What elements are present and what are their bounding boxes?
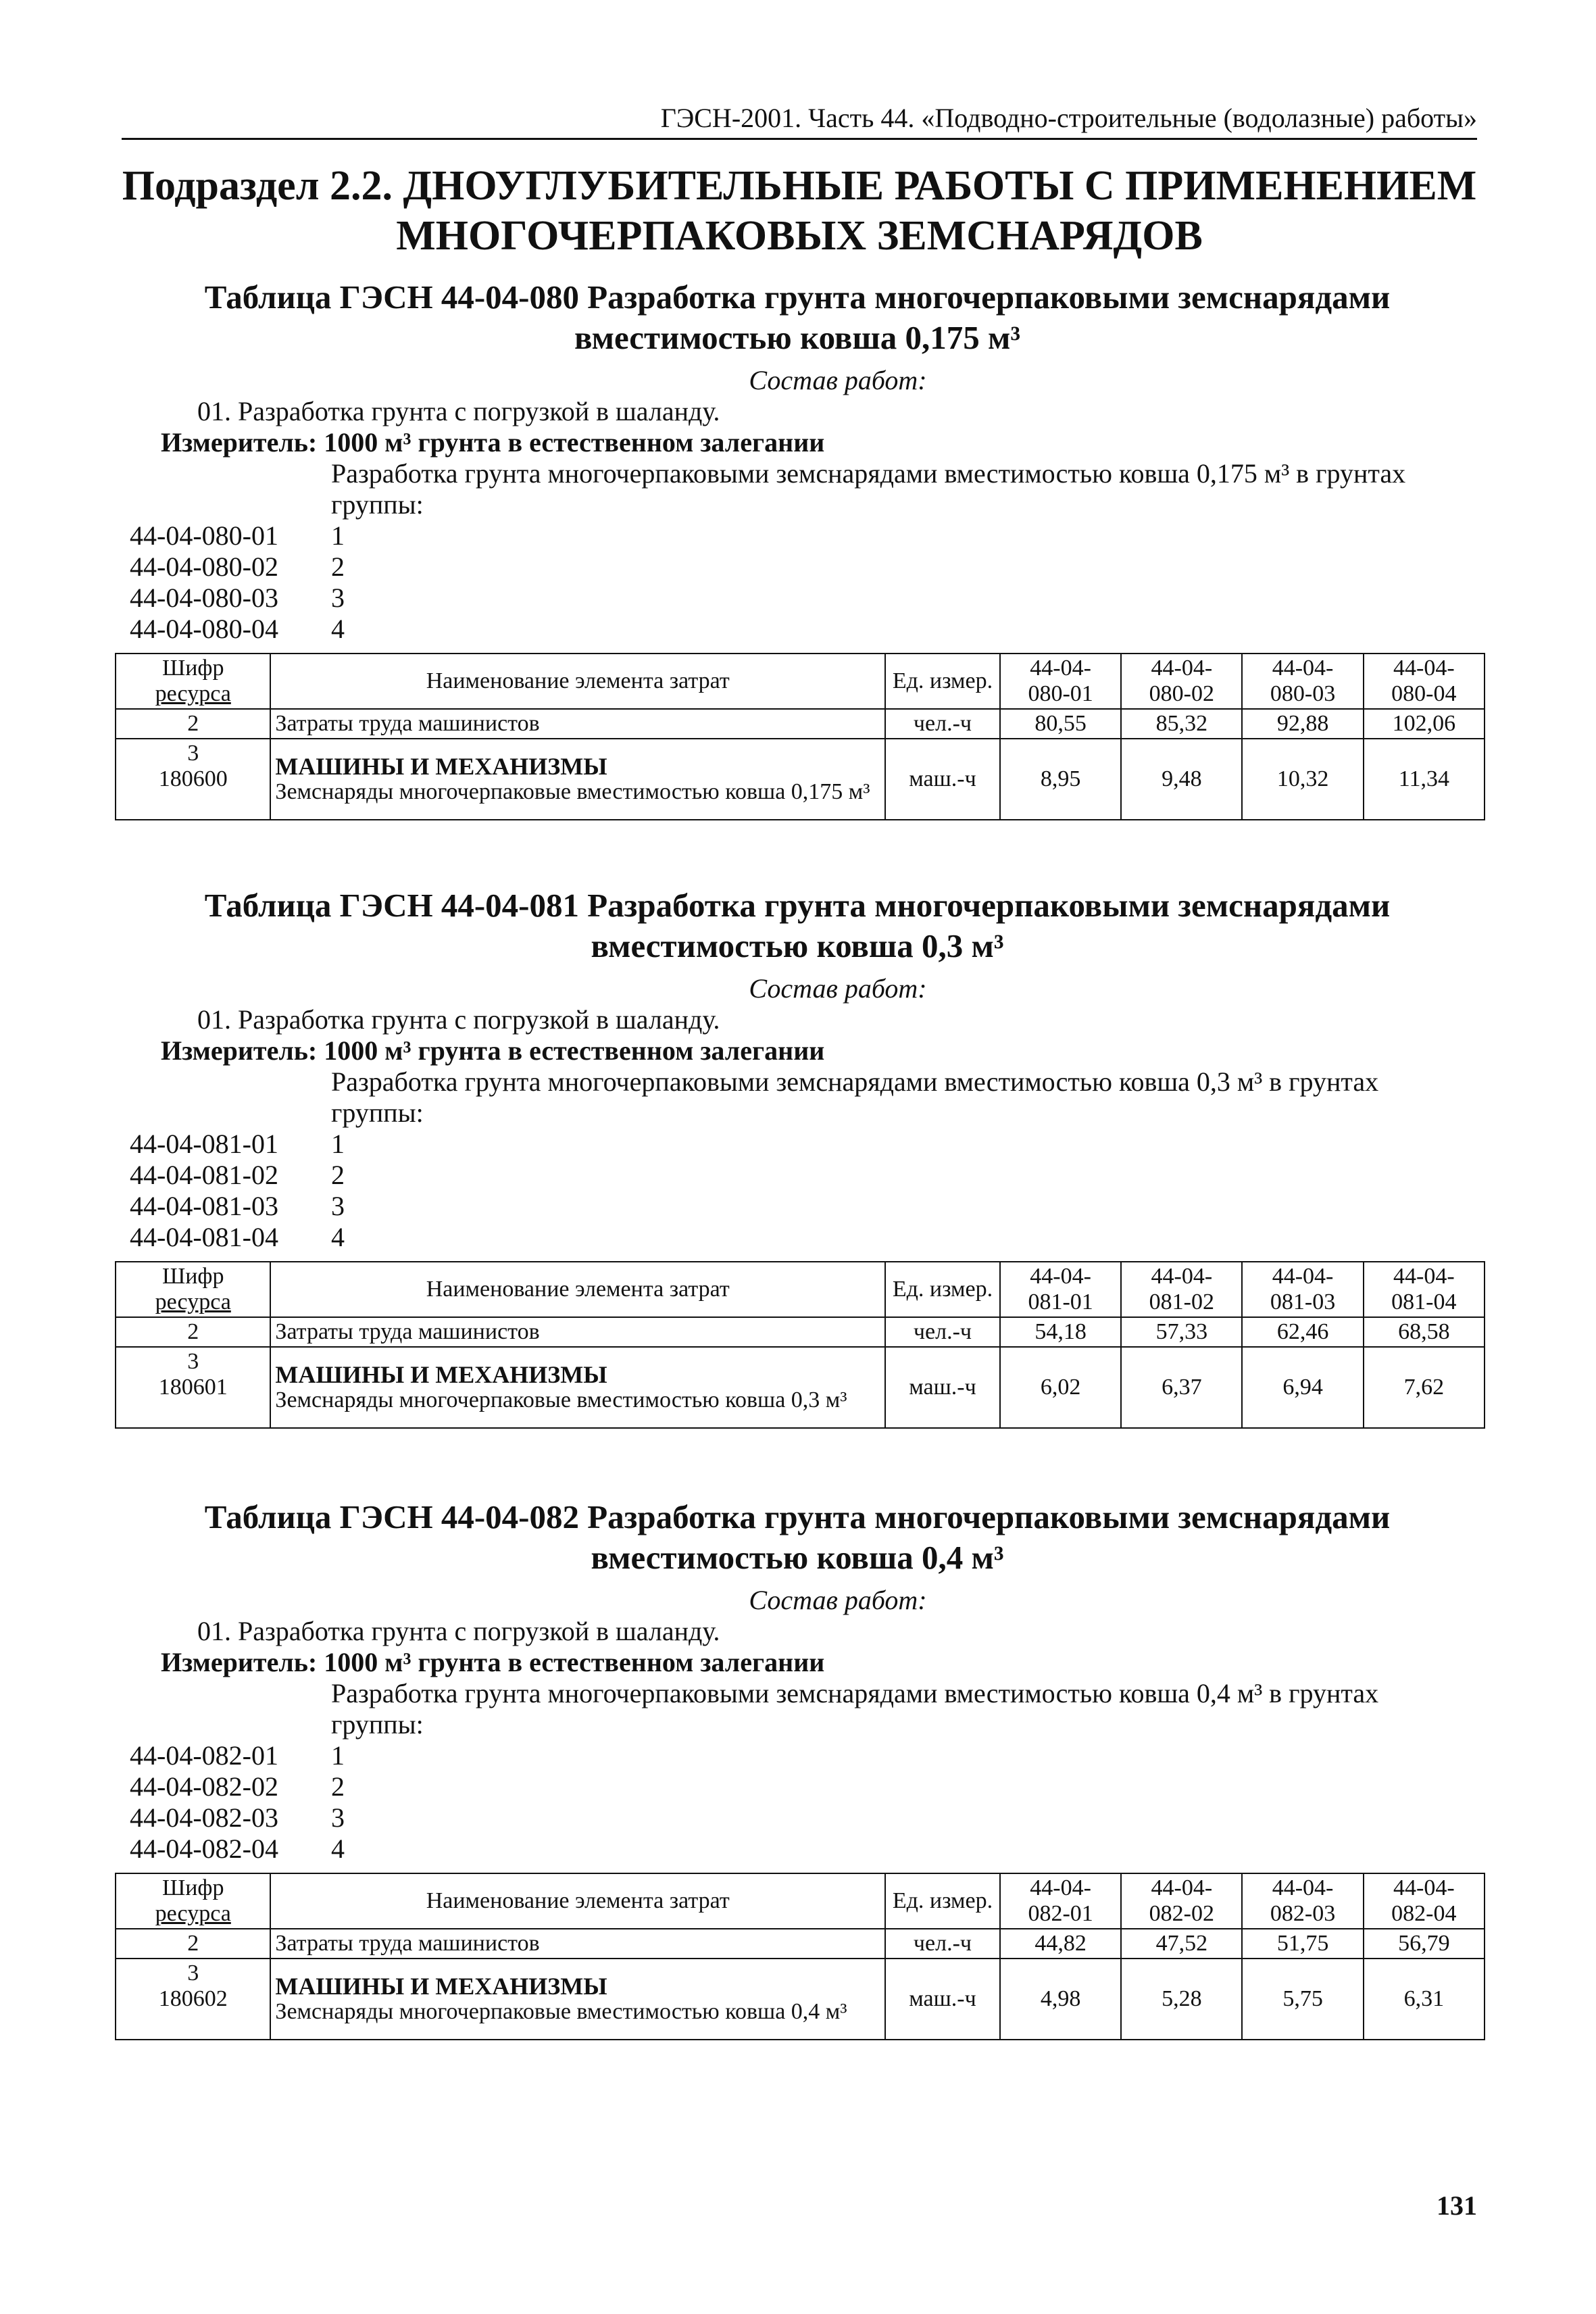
soil-group: 2 bbox=[331, 1160, 345, 1190]
soil-group: 4 bbox=[331, 1222, 345, 1252]
machines-value: 6,31 bbox=[1364, 1959, 1485, 2040]
work-item: 01. Разработка грунта с погрузкой в шаланду. bbox=[197, 396, 720, 426]
soil-group: 2 bbox=[331, 551, 345, 582]
machines-value: 6,02 bbox=[1000, 1347, 1121, 1428]
header-value bbox=[1000, 654, 1121, 709]
labor-value: 92,88 bbox=[1242, 709, 1363, 739]
header-value-line2: 080-01 bbox=[1028, 681, 1093, 706]
header-code-line1: Шифр bbox=[161, 1875, 224, 1900]
header-value-line2: 081-04 bbox=[1391, 1289, 1457, 1314]
machines-resource-code: 180600 bbox=[158, 766, 228, 791]
machines-value: 11,34 bbox=[1364, 739, 1485, 820]
subsection-title-line2: МНОГОЧЕРПАКОВЫХ ЗЕМСНАРЯДОВ bbox=[396, 213, 1203, 259]
table-title-line1: Таблица ГЭСН 44-04-082 Разработка грунта многочерпаковыми земснарядами bbox=[204, 1498, 1391, 1535]
norm-table bbox=[115, 653, 1485, 820]
code-row bbox=[108, 1740, 1487, 1771]
machines-value: 8,95 bbox=[1000, 739, 1121, 820]
norm-code: 44-04-082-02 bbox=[130, 1771, 278, 1802]
machines-section-code: 3 bbox=[187, 741, 199, 766]
code-list bbox=[108, 1129, 1487, 1253]
norm-code: 44-04-081-04 bbox=[130, 1222, 278, 1252]
norm-code: 44-04-080-03 bbox=[130, 583, 278, 613]
labor-row bbox=[116, 709, 1485, 739]
header-value-line1: 44-04- bbox=[1393, 1264, 1455, 1289]
code-row bbox=[108, 1833, 1487, 1865]
machines-value: 5,75 bbox=[1242, 1959, 1363, 2040]
machines-name-cell bbox=[270, 1959, 885, 2040]
meter-line: Измеритель: 1000 м³ грунта в естественном залегании bbox=[161, 1647, 825, 1677]
header-unit: Ед. измер. bbox=[885, 1873, 1000, 1929]
machines-value: 7,62 bbox=[1364, 1347, 1485, 1428]
table-title-line2: вместимостью ковша 0,175 м³ bbox=[574, 319, 1021, 356]
machines-value: 5,28 bbox=[1121, 1959, 1242, 2040]
header-value-line2: 081-01 bbox=[1028, 1289, 1093, 1314]
labor-value: 102,06 bbox=[1364, 709, 1485, 739]
labor-unit: чел.-ч bbox=[885, 1929, 1000, 1959]
machines-unit: маш.-ч bbox=[885, 739, 1000, 820]
labor-code: 2 bbox=[116, 1929, 270, 1959]
table-title-line2: вместимостью ковша 0,4 м³ bbox=[591, 1539, 1004, 1576]
composition-label: Состав работ: bbox=[749, 1585, 927, 1615]
soil-group: 3 bbox=[331, 583, 345, 613]
header-value-line2: 082-01 bbox=[1028, 1901, 1093, 1926]
labor-name: Затраты труда машинистов bbox=[270, 1317, 885, 1347]
labor-value: 85,32 bbox=[1121, 709, 1242, 739]
soil-group: 4 bbox=[331, 1833, 345, 1864]
page-header: ГЭСН-2001. Часть 44. «Подводно-строительные (водолазные) работы» bbox=[122, 101, 1477, 140]
table-header-row bbox=[116, 1873, 1485, 1929]
header-value-line1: 44-04- bbox=[1030, 1875, 1091, 1900]
table-header-row bbox=[116, 1262, 1485, 1317]
norm-code: 44-04-081-02 bbox=[130, 1160, 278, 1190]
header-code-line1: Шифр bbox=[161, 656, 224, 681]
description-line1: Разработка грунта многочерпаковыми земснарядами вместимостью ковша 0,175 м³ в грунтах bbox=[331, 458, 1406, 489]
norm-table bbox=[115, 1261, 1485, 1429]
code-row bbox=[108, 1802, 1487, 1833]
machines-name: Земснаряды многочерпаковые вместимостью ковша 0,4 м³ bbox=[275, 1999, 847, 2024]
soil-group: 2 bbox=[331, 1771, 345, 1802]
labor-value: 57,33 bbox=[1121, 1317, 1242, 1347]
header-value-line1: 44-04- bbox=[1151, 1875, 1213, 1900]
table-title-line1: Таблица ГЭСН 44-04-081 Разработка грунта многочерпаковыми земснарядами bbox=[204, 887, 1391, 924]
soil-group: 3 bbox=[331, 1191, 345, 1221]
soil-group: 1 bbox=[331, 1740, 345, 1771]
labor-value: 51,75 bbox=[1242, 1929, 1363, 1959]
labor-row bbox=[116, 1317, 1485, 1347]
norm-block-2 bbox=[108, 885, 1487, 1429]
labor-value: 80,55 bbox=[1000, 709, 1121, 739]
soil-group: 1 bbox=[331, 520, 345, 551]
header-value bbox=[1121, 1873, 1242, 1929]
machines-resource-code: 180602 bbox=[158, 1986, 228, 2011]
code-row bbox=[108, 1222, 1487, 1253]
header-value-line2: 082-03 bbox=[1270, 1901, 1336, 1926]
header-unit: Ед. измер. bbox=[885, 654, 1000, 709]
header-code-line2: ресурса bbox=[155, 681, 231, 706]
soil-group: 1 bbox=[331, 1129, 345, 1159]
machines-section-title: МАШИНЫ И МЕХАНИЗМЫ bbox=[275, 753, 607, 780]
header-code bbox=[116, 654, 270, 709]
norm-code: 44-04-080-02 bbox=[130, 551, 278, 582]
page-number: 131 bbox=[1437, 2190, 1477, 2221]
machines-row bbox=[116, 1347, 1485, 1428]
description-line1: Разработка грунта многочерпаковыми земснарядами вместимостью ковша 0,4 м³ в грунтах bbox=[331, 1678, 1379, 1708]
header-value bbox=[1242, 1262, 1363, 1317]
table-title bbox=[108, 885, 1487, 966]
header-code bbox=[116, 1262, 270, 1317]
header-value-line1: 44-04- bbox=[1393, 656, 1455, 681]
labor-value: 68,58 bbox=[1364, 1317, 1485, 1347]
description-line2: группы: bbox=[331, 1098, 424, 1128]
header-value bbox=[1364, 654, 1485, 709]
header-value-line1: 44-04- bbox=[1272, 1264, 1334, 1289]
machines-value: 6,94 bbox=[1242, 1347, 1363, 1428]
machines-value: 4,98 bbox=[1000, 1959, 1121, 2040]
machines-name-cell bbox=[270, 1347, 885, 1428]
header-value-line1: 44-04- bbox=[1272, 656, 1334, 681]
subsection-title-line1: Подраздел 2.2. ДНОУГЛУБИТЕЛЬНЫЕ РАБОТЫ С ПРИМЕНЕНИЕМ bbox=[122, 163, 1477, 209]
subsection-title bbox=[122, 161, 1477, 261]
description-line2: группы: bbox=[331, 489, 424, 520]
machines-name: Земснаряды многочерпаковые вместимостью ковша 0,175 м³ bbox=[275, 779, 870, 804]
header-code-line2: ресурса bbox=[155, 1901, 231, 1926]
code-list bbox=[108, 520, 1487, 645]
table-title-line1: Таблица ГЭСН 44-04-080 Разработка грунта многочерпаковыми земснарядами bbox=[204, 278, 1391, 316]
header-value bbox=[1121, 1262, 1242, 1317]
description bbox=[108, 458, 1487, 520]
code-row bbox=[108, 583, 1487, 614]
header-value-line2: 080-03 bbox=[1270, 681, 1336, 706]
machines-value: 10,32 bbox=[1242, 739, 1363, 820]
machines-section-code: 3 bbox=[187, 1961, 199, 1986]
header-value bbox=[1364, 1262, 1485, 1317]
header-value bbox=[1242, 1873, 1363, 1929]
header-unit: Ед. измер. bbox=[885, 1262, 1000, 1317]
meter-line: Измеритель: 1000 м³ грунта в естественном залегании bbox=[161, 1035, 825, 1066]
labor-value: 56,79 bbox=[1364, 1929, 1485, 1959]
code-row bbox=[108, 1129, 1487, 1160]
norm-code: 44-04-080-01 bbox=[130, 520, 278, 551]
labor-code: 2 bbox=[116, 1317, 270, 1347]
machines-code-cell bbox=[116, 739, 270, 820]
description bbox=[108, 1066, 1487, 1129]
norm-block-1 bbox=[108, 277, 1487, 820]
norm-code: 44-04-082-04 bbox=[130, 1833, 278, 1864]
header-code-line1: Шифр bbox=[161, 1264, 224, 1289]
header-value-line1: 44-04- bbox=[1151, 656, 1213, 681]
header-value bbox=[1121, 654, 1242, 709]
labor-name: Затраты труда машинистов bbox=[270, 709, 885, 739]
header-name: Наименование элемента затрат bbox=[270, 1873, 885, 1929]
composition-label: Состав работ: bbox=[749, 365, 927, 395]
machines-unit: маш.-ч bbox=[885, 1959, 1000, 2040]
machines-name-cell bbox=[270, 739, 885, 820]
machines-resource-code: 180601 bbox=[158, 1375, 228, 1400]
machines-code-cell bbox=[116, 1959, 270, 2040]
table-title bbox=[108, 1497, 1487, 1578]
machines-section-title: МАШИНЫ И МЕХАНИЗМЫ bbox=[275, 1973, 607, 2000]
work-item: 01. Разработка грунта с погрузкой в шаланду. bbox=[197, 1616, 720, 1646]
labor-row bbox=[116, 1929, 1485, 1959]
header-name: Наименование элемента затрат bbox=[270, 1262, 885, 1317]
header-name: Наименование элемента затрат bbox=[270, 654, 885, 709]
description-line2: группы: bbox=[331, 1709, 424, 1740]
norm-block-3 bbox=[108, 1497, 1487, 2040]
norm-table bbox=[115, 1873, 1485, 2040]
norm-code: 44-04-081-01 bbox=[130, 1129, 278, 1159]
header-value-line1: 44-04- bbox=[1030, 656, 1091, 681]
norm-code: 44-04-082-03 bbox=[130, 1802, 278, 1833]
labor-unit: чел.-ч bbox=[885, 709, 1000, 739]
header-value bbox=[1242, 654, 1363, 709]
labor-value: 62,46 bbox=[1242, 1317, 1363, 1347]
machines-unit: маш.-ч bbox=[885, 1347, 1000, 1428]
header-value bbox=[1364, 1873, 1485, 1929]
machines-section-title: МАШИНЫ И МЕХАНИЗМЫ bbox=[275, 1361, 607, 1388]
code-row bbox=[108, 551, 1487, 583]
meter-line: Измеритель: 1000 м³ грунта в естественном залегании bbox=[161, 427, 825, 458]
norm-code: 44-04-080-04 bbox=[130, 614, 278, 644]
description-line1: Разработка грунта многочерпаковыми земснарядами вместимостью ковша 0,3 м³ в грунтах bbox=[331, 1066, 1379, 1097]
soil-group: 3 bbox=[331, 1802, 345, 1833]
machines-code-cell bbox=[116, 1347, 270, 1428]
code-row bbox=[108, 614, 1487, 645]
code-row bbox=[108, 1771, 1487, 1802]
machines-value: 6,37 bbox=[1121, 1347, 1242, 1428]
header-code-line2: ресурса bbox=[155, 1289, 231, 1314]
machines-row bbox=[116, 1959, 1485, 2040]
table-title bbox=[108, 277, 1487, 358]
composition-label: Состав работ: bbox=[749, 973, 927, 1004]
code-row bbox=[108, 1160, 1487, 1191]
table-header-row bbox=[116, 654, 1485, 709]
header-value bbox=[1000, 1873, 1121, 1929]
header-value-line1: 44-04- bbox=[1151, 1264, 1213, 1289]
machines-name: Земснаряды многочерпаковые вместимостью ковша 0,3 м³ bbox=[275, 1387, 847, 1412]
header-value bbox=[1000, 1262, 1121, 1317]
norm-code: 44-04-081-03 bbox=[130, 1191, 278, 1221]
code-list bbox=[108, 1740, 1487, 1865]
labor-value: 47,52 bbox=[1121, 1929, 1242, 1959]
header-value-line2: 082-04 bbox=[1391, 1901, 1457, 1926]
labor-code: 2 bbox=[116, 709, 270, 739]
table-title-line2: вместимостью ковша 0,3 м³ bbox=[591, 927, 1004, 964]
labor-value: 44,82 bbox=[1000, 1929, 1121, 1959]
soil-group: 4 bbox=[331, 614, 345, 644]
code-row bbox=[108, 520, 1487, 551]
machines-row bbox=[116, 739, 1485, 820]
header-value-line1: 44-04- bbox=[1030, 1264, 1091, 1289]
machines-section-code: 3 bbox=[187, 1349, 199, 1374]
header-value-line1: 44-04- bbox=[1272, 1875, 1334, 1900]
header-code bbox=[116, 1873, 270, 1929]
header-value-line2: 081-03 bbox=[1270, 1289, 1336, 1314]
description bbox=[108, 1678, 1487, 1740]
machines-value: 9,48 bbox=[1121, 739, 1242, 820]
labor-name: Затраты труда машинистов bbox=[270, 1929, 885, 1959]
code-row bbox=[108, 1191, 1487, 1222]
work-item: 01. Разработка грунта с погрузкой в шаланду. bbox=[197, 1004, 720, 1035]
header-value-line1: 44-04- bbox=[1393, 1875, 1455, 1900]
header-value-line2: 082-02 bbox=[1149, 1901, 1214, 1926]
header-value-line2: 081-02 bbox=[1149, 1289, 1214, 1314]
header-value-line2: 080-02 bbox=[1149, 681, 1214, 706]
labor-value: 54,18 bbox=[1000, 1317, 1121, 1347]
norm-code: 44-04-082-01 bbox=[130, 1740, 278, 1771]
header-value-line2: 080-04 bbox=[1391, 681, 1457, 706]
labor-unit: чел.-ч bbox=[885, 1317, 1000, 1347]
